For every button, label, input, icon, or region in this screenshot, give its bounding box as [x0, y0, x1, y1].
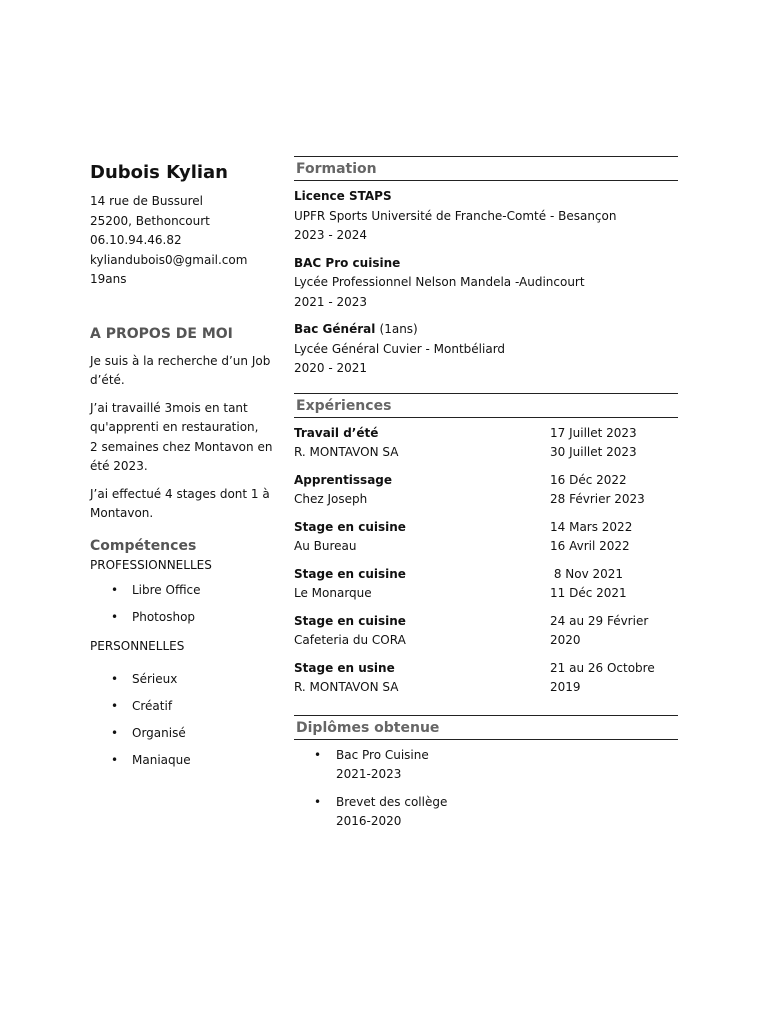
experience-item — [294, 659, 678, 698]
experience-place: Au Bureau — [294, 539, 357, 553]
experience-item — [294, 424, 678, 463]
formation-school: Lycée Général Cuvier - Montbéliard — [294, 341, 506, 356]
about-section — [90, 352, 290, 524]
formation-years: 2020 - 2021 — [294, 361, 368, 375]
experience-start-date: 8 Nov 2021 — [550, 566, 624, 581]
experience-title: Stage en cuisine — [294, 519, 406, 534]
experience-start-date: 21 au 26 Octobre — [550, 660, 655, 675]
formation-years: 2021 - 2023 — [294, 294, 368, 309]
experience-title: Stage en cuisine — [294, 566, 406, 581]
formation-school: UPFR Sports Université de Franche-Comté - Besançon — [294, 208, 617, 223]
skills-pro-label: PROFESSIONNELLES — [90, 557, 212, 572]
skill-item: • Créatif — [90, 697, 290, 716]
formation-item — [294, 187, 678, 246]
experiences-heading: Expériences — [294, 393, 678, 418]
diplomes-heading: Diplômes obtenue — [294, 715, 678, 740]
diplome-name: • Bac Pro Cuisine — [336, 747, 429, 762]
experience-place: Chez Joseph — [294, 492, 368, 506]
candidate-name: Dubois Kylian — [90, 162, 228, 183]
diplome-years: 2021-2023 — [336, 767, 402, 781]
skills-perso-list — [90, 670, 290, 770]
experience-item — [294, 471, 678, 510]
experience-end-date: 2019 — [550, 680, 581, 694]
experience-title: Stage en cuisine — [294, 613, 406, 628]
phone-number: 06.10.94.46.82 — [90, 233, 182, 247]
formation-title: Licence STAPS — [294, 189, 392, 203]
formation-note: (1ans) — [379, 322, 418, 336]
experience-item — [294, 518, 678, 557]
diplome-item — [294, 746, 678, 785]
experience-start-date: 14 Mars 2022 — [550, 519, 633, 534]
formation-school: Lycée Professionnel Nelson Mandela -Audincourt — [294, 275, 585, 289]
diplome-name: • Brevet des collège — [336, 794, 448, 809]
skill-item: • Sérieux — [90, 670, 290, 689]
experience-end-date: 16 Avril 2022 — [550, 539, 630, 553]
experience-start-date: 17 Juillet 2023 — [550, 425, 637, 440]
experience-end-date: 30 Juillet 2023 — [550, 445, 637, 459]
about-paragraph-2: J’ai travaillé 3mois en tant qu'apprenti en restauration, — [90, 400, 259, 434]
skill-item: • Libre Office — [90, 581, 290, 600]
experience-end-date: 28 Février 2023 — [550, 492, 645, 506]
experience-start-date: 24 au 29 Février — [550, 613, 649, 628]
experience-item — [294, 612, 678, 651]
skill-item: • Maniaque — [90, 751, 290, 770]
formation-item — [294, 320, 678, 379]
experience-end-date: 11 Déc 2021 — [550, 586, 627, 600]
diplome-years: 2016-2020 — [336, 814, 402, 828]
left-column — [90, 160, 290, 780]
diplome-item — [294, 793, 678, 832]
experience-item — [294, 565, 678, 604]
experience-title: Apprentissage — [294, 472, 393, 487]
experience-place: R. MONTAVON SA — [294, 680, 399, 694]
formation-heading: Formation — [294, 156, 678, 181]
address-line-2: 25200, Bethoncourt — [90, 213, 210, 228]
formation-title: BAC Pro cuisine — [294, 255, 401, 270]
experience-title: Stage en usine — [294, 660, 395, 675]
experience-start-date: 16 Déc 2022 — [550, 472, 627, 487]
diplomes-list — [294, 746, 678, 832]
email-address: kyliandubois0@gmail.com — [90, 252, 248, 267]
about-paragraph-4: J’ai effectué 4 stages dont 1 à Montavon. — [90, 486, 270, 520]
skills-pro-list — [90, 581, 290, 627]
experience-title: Travail d’été — [294, 425, 379, 440]
about-paragraph-3: 2 semaines chez Montavon en été 2023. — [90, 439, 273, 473]
experience-end-date: 2020 — [550, 633, 581, 647]
experience-place: Le Monarque — [294, 586, 372, 600]
formation-title: Bac Général — [294, 322, 376, 336]
skill-item: • Photoshop — [90, 608, 290, 627]
address-line-1: 14 rue de Bussurel — [90, 194, 203, 208]
right-column — [294, 156, 678, 840]
skills-heading: Compétences — [90, 537, 197, 554]
skill-item: • Organisé — [90, 724, 290, 743]
skills-perso-label: PERSONNELLES — [90, 638, 185, 653]
about-paragraph-1: Je suis à la recherche d’un Job d’été. — [90, 353, 271, 387]
experience-place: Cafeteria du CORA — [294, 633, 406, 647]
formation-item — [294, 254, 678, 313]
about-heading: A PROPOS DE MOI — [90, 325, 233, 342]
experience-place: R. MONTAVON SA — [294, 445, 399, 459]
age: 19ans — [90, 272, 127, 286]
formation-years: 2023 - 2024 — [294, 228, 368, 242]
